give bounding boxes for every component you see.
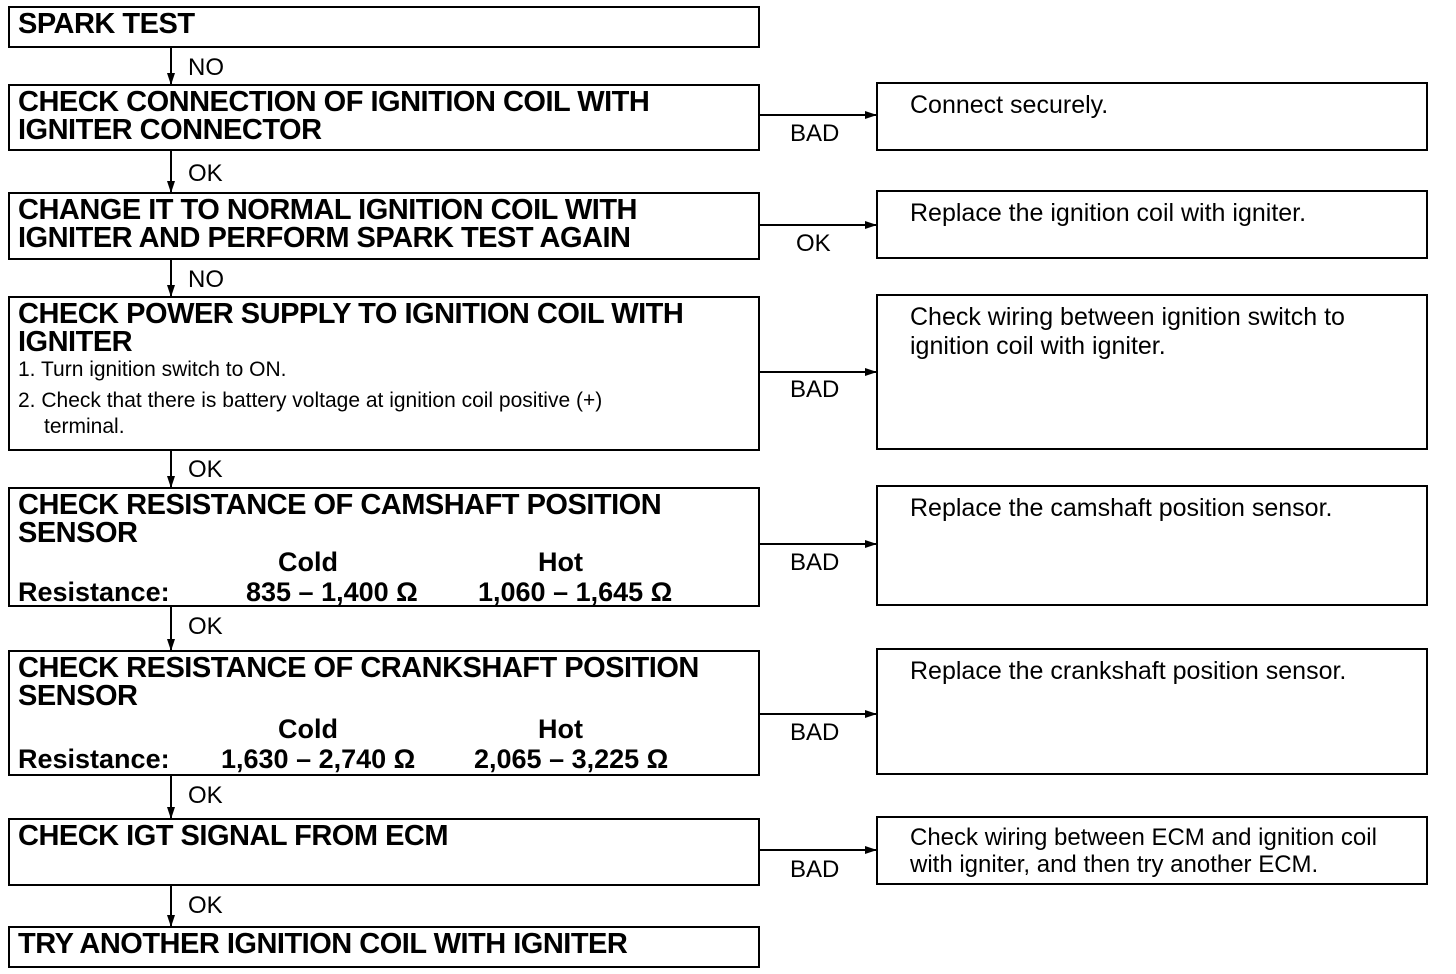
check-connection-title: CHECK CONNECTION OF IGNITION COIL WITH IGNITER CONNECTOR [18,86,650,146]
camshaft-box [8,487,760,607]
power-supply-action: Check wiring between ignition switch to ignition coil with igniter. [910,303,1345,360]
final-step-title: TRY ANOTHER IGNITION COIL WITH IGNITER [18,928,628,960]
camshaft-hot-value: 1,060 – 1,645 Ω [478,577,673,607]
power-supply-result-label: OK [188,456,223,483]
camshaft-resistance-label: Resistance: [18,577,170,607]
power-supply-step-2-cont: terminal. [44,415,125,438]
power-supply-branch-label: BAD [790,376,840,403]
power-supply-box [8,296,760,451]
change-coil-action-box [876,190,1428,259]
camshaft-cold-header: Cold [278,547,338,577]
crankshaft-box [8,650,760,776]
power-supply-step-1: 1. Turn ignition switch to ON. [18,358,287,381]
crankshaft-hot-value: 2,065 – 3,225 Ω [474,744,669,774]
igt-signal-action: Check wiring between ECM and ignition coil with igniter, and then try another ECM. [910,824,1377,878]
igt-signal-action-box [876,816,1428,885]
spark-test-box [8,6,760,48]
check-connection-action: Connect securely. [910,91,1109,119]
power-supply-step-2 [18,388,758,440]
crankshaft-hot-header: Hot [538,714,583,744]
change-coil-result-label: NO [188,266,224,293]
camshaft-action: Replace the camshaft position sensor. [910,494,1333,522]
crankshaft-cold-header: Cold [278,714,338,744]
change-coil-box [8,192,760,260]
camshaft-resistance-table [18,547,758,609]
spark-test-title: SPARK TEST [18,8,195,40]
check-connection-branch-label: BAD [790,120,840,147]
crankshaft-resistance-table [18,710,758,772]
igt-signal-branch-label: BAD [790,856,840,883]
crankshaft-action-box [876,648,1428,775]
check-connection-result-label: OK [188,160,223,187]
igt-signal-title: CHECK IGT SIGNAL FROM ECM [18,820,449,852]
camshaft-cold-value: 835 – 1,400 Ω [246,577,418,607]
change-coil-action: Replace the ignition coil with igniter. [910,199,1307,227]
power-supply-action-box [876,294,1428,450]
crankshaft-cold-value: 1,630 – 2,740 Ω [221,744,416,774]
change-coil-branch-label: OK [796,230,831,257]
crankshaft-action: Replace the crankshaft position sensor. [910,657,1347,685]
igt-signal-result-label: OK [188,892,223,919]
igt-signal-box [8,818,760,886]
spark-test-result-label: NO [188,54,224,81]
crankshaft-title: CHECK RESISTANCE OF CRANKSHAFT POSITION SENSOR [18,652,699,712]
camshaft-result-label: OK [188,613,223,640]
crankshaft-resistance-label: Resistance: [18,744,170,774]
check-connection-action-box [876,82,1428,151]
power-supply-step-2-text: 2. Check that there is battery voltage at ignition coil positive (+) [18,389,603,412]
crankshaft-result-label: OK [188,782,223,809]
camshaft-action-box [876,485,1428,606]
crankshaft-branch-label: BAD [790,719,840,746]
power-supply-title: CHECK POWER SUPPLY TO IGNITION COIL WITH IGNITER [18,298,684,358]
camshaft-branch-label: BAD [790,549,840,576]
change-coil-title: CHANGE IT TO NORMAL IGNITION COIL WITH IGNITER AND PERFORM SPARK TEST AGAIN [18,194,637,254]
check-connection-box [8,84,760,151]
final-step-box [8,926,760,968]
camshaft-title: CHECK RESISTANCE OF CAMSHAFT POSITION SENSOR [18,489,662,549]
camshaft-hot-header: Hot [538,547,583,577]
